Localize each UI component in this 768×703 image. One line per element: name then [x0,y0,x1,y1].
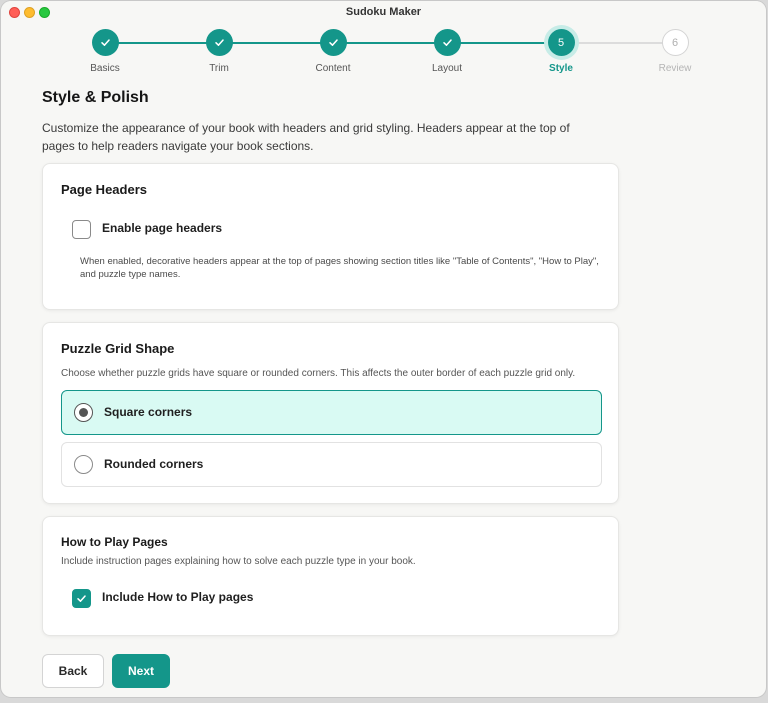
step-content[interactable] [293,29,373,74]
card-title: How to Play Pages [61,535,168,549]
step-review[interactable] [635,29,715,74]
step-label: Trim [209,63,229,74]
window-title: Sudoku Maker [345,6,422,18]
radio-dot [79,408,88,417]
step-basics[interactable] [65,29,145,74]
step-label: Layout [431,63,463,74]
card-title: Page Headers [61,182,147,197]
check-icon [434,29,461,56]
page-title: Style & Polish [42,89,149,106]
step-label: Basics [90,63,120,74]
enable-page-headers-label[interactable]: Enable page headers [102,221,223,235]
enable-page-headers-checkbox[interactable] [72,220,91,239]
include-how-to-play-checkbox[interactable] [72,589,91,608]
rounded-corners-radio[interactable] [74,455,93,474]
step-label: Review [658,63,692,74]
card-description: Include instruction pages explaining how to solve each puzzle type in your book. [61,556,416,567]
step-style[interactable] [521,29,601,74]
step-number: 5 [548,29,575,56]
step-label: Style [549,63,573,74]
include-how-to-play-label[interactable]: Include How to Play pages [102,590,254,604]
close-window-button[interactable] [9,7,20,18]
step-trim[interactable] [179,29,259,74]
next-button[interactable]: Next [112,654,170,688]
card-description: Choose whether puzzle grids have square or rounded corners. This affects the outer border of each puzzle grid only. [61,368,576,379]
wizard-stepper [1,29,766,79]
minimize-window-button[interactable] [24,7,35,18]
square-corners-radio[interactable] [74,403,93,422]
page-description: Customize the appearance of your book with headers and grid styling. Headers appear at the top of pages to help readers navigate your book sections. [42,121,570,153]
page-headers-card [42,163,619,310]
check-icon [92,29,119,56]
check-icon [206,29,233,56]
page-headers-help: When enabled, decorative headers appear at the top of pages showing section titles like "Table of Contents", "How to Play", and puzzle type names. [80,256,599,280]
zoom-window-button[interactable] [39,7,50,18]
grid-shape-card [42,322,619,504]
check-icon [320,29,347,56]
app-window [1,1,766,697]
rounded-corners-label: Rounded corners [104,457,204,471]
step-label: Content [315,63,351,74]
square-corners-label: Square corners [104,405,193,419]
step-layout[interactable] [407,29,487,74]
square-corners-option[interactable] [61,390,602,435]
card-title: Puzzle Grid Shape [61,341,175,356]
rounded-corners-option[interactable] [61,442,602,487]
back-button[interactable]: Back [42,654,104,688]
title-bar [1,1,766,23]
step-number: 6 [662,29,689,56]
check-icon [76,593,87,604]
how-to-play-card [42,516,619,636]
